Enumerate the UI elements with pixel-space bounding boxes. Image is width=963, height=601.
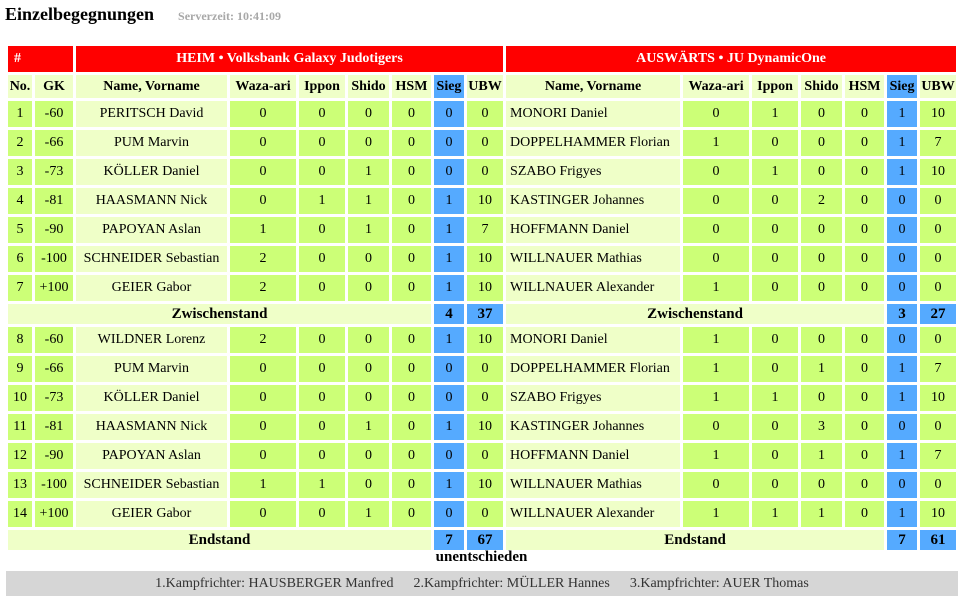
cell-away-ubw: 7 bbox=[920, 443, 956, 469]
cell-away-name: WILLNAUER Mathias bbox=[506, 246, 680, 272]
col-gk: GK bbox=[35, 75, 73, 98]
cell-away-hsm: 0 bbox=[845, 385, 884, 411]
cell-home-ubw: 0 bbox=[467, 130, 503, 156]
cell-no: 1 bbox=[8, 101, 32, 127]
cell-home-waza: 2 bbox=[230, 327, 296, 353]
endstand-label: Endstand bbox=[8, 530, 431, 550]
zwischenstand-label-away: Zwischenstand bbox=[506, 304, 884, 324]
cell-away-sieg: 0 bbox=[887, 217, 917, 243]
cell-away-ippon: 1 bbox=[752, 159, 798, 185]
cell-away-hsm: 0 bbox=[845, 217, 884, 243]
cell-home-sieg: 0 bbox=[434, 356, 464, 382]
column-header-row bbox=[8, 75, 956, 98]
cell-home-ippon: 1 bbox=[299, 472, 345, 498]
bout-row bbox=[8, 356, 956, 382]
cell-home-ippon: 0 bbox=[299, 385, 345, 411]
cell-away-ippon: 0 bbox=[752, 188, 798, 214]
cell-away-shido: 3 bbox=[801, 414, 842, 440]
cell-home-ippon: 0 bbox=[299, 443, 345, 469]
cell-home-name: SCHNEIDER Sebastian bbox=[76, 246, 227, 272]
bout-row bbox=[8, 443, 956, 469]
cell-away-hsm: 0 bbox=[845, 130, 884, 156]
cell-home-hsm: 0 bbox=[392, 246, 431, 272]
cell-away-sieg: 1 bbox=[887, 130, 917, 156]
cell-home-ippon: 0 bbox=[299, 246, 345, 272]
endstand-row bbox=[8, 530, 956, 550]
cell-away-ippon: 0 bbox=[752, 472, 798, 498]
cell-away-shido: 1 bbox=[801, 443, 842, 469]
cell-home-hsm: 0 bbox=[392, 101, 431, 127]
cell-away-waza: 1 bbox=[683, 327, 749, 353]
referees-footer bbox=[6, 571, 958, 596]
cell-away-sieg: 0 bbox=[887, 414, 917, 440]
cell-away-name: MONORI Daniel bbox=[506, 101, 680, 127]
col-away-sieg: Sieg bbox=[887, 75, 917, 98]
cell-home-waza: 0 bbox=[230, 385, 296, 411]
cell-away-ubw: 0 bbox=[920, 246, 956, 272]
home-team-header: HEIM • Volksbank Galaxy Judotigers bbox=[76, 46, 503, 72]
cell-away-ubw: 0 bbox=[920, 414, 956, 440]
cell-away-name: HOFFMANN Daniel bbox=[506, 217, 680, 243]
cell-home-waza: 0 bbox=[230, 501, 296, 527]
cell-home-shido: 0 bbox=[348, 275, 389, 301]
cell-home-ippon: 1 bbox=[299, 188, 345, 214]
cell-home-hsm: 0 bbox=[392, 159, 431, 185]
cell-away-ubw: 0 bbox=[920, 275, 956, 301]
cell-home-ippon: 0 bbox=[299, 327, 345, 353]
cell-away-ubw: 10 bbox=[920, 101, 956, 127]
cell-no: 3 bbox=[8, 159, 32, 185]
cell-home-sieg: 0 bbox=[434, 385, 464, 411]
cell-home-hsm: 0 bbox=[392, 356, 431, 382]
cell-away-sieg: 1 bbox=[887, 101, 917, 127]
page-title: Einzelbegegnungen bbox=[5, 4, 155, 24]
cell-home-ubw: 10 bbox=[467, 327, 503, 353]
cell-gk: -100 bbox=[35, 472, 73, 498]
bout-row bbox=[8, 275, 956, 301]
cell-home-name: KÖLLER Daniel bbox=[76, 159, 227, 185]
cell-home-shido: 1 bbox=[348, 414, 389, 440]
cell-away-waza: 1 bbox=[683, 501, 749, 527]
cell-home-name: PAPOYAN Aslan bbox=[76, 443, 227, 469]
cell-away-shido: 0 bbox=[801, 101, 842, 127]
cell-away-hsm: 0 bbox=[845, 246, 884, 272]
cell-away-hsm: 0 bbox=[845, 327, 884, 353]
cell-away-ippon: 0 bbox=[752, 275, 798, 301]
cell-home-waza: 0 bbox=[230, 188, 296, 214]
cell-no: 7 bbox=[8, 275, 32, 301]
cell-home-sieg: 1 bbox=[434, 275, 464, 301]
cell-home-hsm: 0 bbox=[392, 385, 431, 411]
cell-away-waza: 0 bbox=[683, 246, 749, 272]
cell-home-shido: 1 bbox=[348, 159, 389, 185]
cell-home-ubw: 10 bbox=[467, 275, 503, 301]
zwischenstand-home-ubw: 37 bbox=[467, 304, 503, 324]
cell-away-shido: 0 bbox=[801, 275, 842, 301]
round2-body bbox=[8, 327, 956, 527]
cell-away-shido: 1 bbox=[801, 356, 842, 382]
cell-no: 8 bbox=[8, 327, 32, 353]
cell-home-waza: 0 bbox=[230, 130, 296, 156]
zwischenstand-away-ubw: 27 bbox=[920, 304, 956, 324]
zwischenstand-row bbox=[8, 304, 956, 324]
cell-home-sieg: 1 bbox=[434, 472, 464, 498]
cell-home-shido: 0 bbox=[348, 356, 389, 382]
cell-home-shido: 1 bbox=[348, 501, 389, 527]
cell-away-sieg: 1 bbox=[887, 356, 917, 382]
cell-away-waza: 1 bbox=[683, 356, 749, 382]
cell-away-shido: 2 bbox=[801, 188, 842, 214]
cell-away-shido: 0 bbox=[801, 472, 842, 498]
bout-row bbox=[8, 472, 956, 498]
cell-home-hsm: 0 bbox=[392, 443, 431, 469]
cell-home-waza: 0 bbox=[230, 101, 296, 127]
endstand-home-sieg: 7 bbox=[434, 530, 464, 550]
col-away-ippon: Ippon bbox=[752, 75, 798, 98]
server-time: Serverzeit: 10:41:09 bbox=[178, 9, 281, 23]
cell-home-hsm: 0 bbox=[392, 130, 431, 156]
referee-1: 1.Kampfrichter: HAUSBERGER Manfred bbox=[155, 575, 394, 591]
col-home-ubw: UBW bbox=[467, 75, 503, 98]
cell-away-sieg: 0 bbox=[887, 188, 917, 214]
cell-away-name: DOPPELHAMMER Florian bbox=[506, 356, 680, 382]
cell-home-hsm: 0 bbox=[392, 188, 431, 214]
cell-home-name: PERITSCH David bbox=[76, 101, 227, 127]
cell-home-ubw: 0 bbox=[467, 385, 503, 411]
cell-home-waza: 2 bbox=[230, 246, 296, 272]
cell-away-shido: 0 bbox=[801, 217, 842, 243]
cell-gk: -81 bbox=[35, 414, 73, 440]
cell-home-hsm: 0 bbox=[392, 414, 431, 440]
bout-row bbox=[8, 101, 956, 127]
cell-home-ippon: 0 bbox=[299, 275, 345, 301]
cell-home-ubw: 0 bbox=[467, 443, 503, 469]
endstand-away-sieg: 7 bbox=[887, 530, 917, 550]
endstand-away-ubw: 61 bbox=[920, 530, 956, 550]
cell-no: 4 bbox=[8, 188, 32, 214]
cell-away-name: WILLNAUER Alexander bbox=[506, 275, 680, 301]
cell-no: 5 bbox=[8, 217, 32, 243]
hash-header: # bbox=[8, 46, 73, 72]
cell-away-shido: 0 bbox=[801, 130, 842, 156]
cell-away-shido: 0 bbox=[801, 246, 842, 272]
bout-row bbox=[8, 246, 956, 272]
cell-away-ippon: 1 bbox=[752, 501, 798, 527]
cell-home-sieg: 0 bbox=[434, 159, 464, 185]
referee-2: 2.Kampfrichter: MÜLLER Hannes bbox=[413, 575, 610, 591]
cell-home-name: KÖLLER Daniel bbox=[76, 385, 227, 411]
cell-home-hsm: 0 bbox=[392, 501, 431, 527]
cell-home-sieg: 0 bbox=[434, 101, 464, 127]
cell-away-ubw: 7 bbox=[920, 130, 956, 156]
cell-no: 13 bbox=[8, 472, 32, 498]
cell-home-waza: 0 bbox=[230, 414, 296, 440]
cell-away-waza: 0 bbox=[683, 159, 749, 185]
bout-row bbox=[8, 130, 956, 156]
cell-away-ippon: 1 bbox=[752, 385, 798, 411]
bout-row bbox=[8, 501, 956, 527]
cell-home-sieg: 1 bbox=[434, 327, 464, 353]
cell-home-hsm: 0 bbox=[392, 472, 431, 498]
cell-away-shido: 0 bbox=[801, 159, 842, 185]
cell-away-ubw: 10 bbox=[920, 501, 956, 527]
cell-home-shido: 0 bbox=[348, 327, 389, 353]
cell-home-sieg: 1 bbox=[434, 246, 464, 272]
col-away-hsm: HSM bbox=[845, 75, 884, 98]
cell-home-shido: 0 bbox=[348, 472, 389, 498]
cell-gk: -60 bbox=[35, 101, 73, 127]
cell-home-name: WILDNER Lorenz bbox=[76, 327, 227, 353]
cell-away-hsm: 0 bbox=[845, 356, 884, 382]
cell-home-shido: 1 bbox=[348, 217, 389, 243]
cell-home-name: PUM Marvin bbox=[76, 130, 227, 156]
cell-away-sieg: 1 bbox=[887, 385, 917, 411]
cell-away-ippon: 0 bbox=[752, 414, 798, 440]
cell-home-name: HAASMANN Nick bbox=[76, 188, 227, 214]
cell-away-ubw: 0 bbox=[920, 217, 956, 243]
col-away-waza: Waza-ari bbox=[683, 75, 749, 98]
cell-away-hsm: 0 bbox=[845, 101, 884, 127]
cell-home-ippon: 0 bbox=[299, 414, 345, 440]
cell-away-waza: 0 bbox=[683, 188, 749, 214]
cell-home-shido: 0 bbox=[348, 246, 389, 272]
cell-gk: -90 bbox=[35, 217, 73, 243]
away-team-header: AUSWÄRTS • JU DynamicOne bbox=[506, 46, 956, 72]
cell-home-hsm: 0 bbox=[392, 217, 431, 243]
cell-away-ippon: 0 bbox=[752, 356, 798, 382]
cell-home-shido: 0 bbox=[348, 130, 389, 156]
cell-no: 10 bbox=[8, 385, 32, 411]
cell-away-name: KASTINGER Johannes bbox=[506, 188, 680, 214]
page-header bbox=[5, 4, 281, 26]
cell-home-shido: 0 bbox=[348, 101, 389, 127]
cell-away-name: SZABO Frigyes bbox=[506, 159, 680, 185]
cell-home-name: PAPOYAN Aslan bbox=[76, 217, 227, 243]
col-home-shido: Shido bbox=[348, 75, 389, 98]
cell-home-sieg: 0 bbox=[434, 501, 464, 527]
zwischenstand-home-sieg: 4 bbox=[434, 304, 464, 324]
cell-home-name: GEIER Gabor bbox=[76, 501, 227, 527]
col-home-name: Name, Vorname bbox=[76, 75, 227, 98]
cell-away-ippon: 0 bbox=[752, 246, 798, 272]
cell-home-ubw: 7 bbox=[467, 217, 503, 243]
cell-home-hsm: 0 bbox=[392, 275, 431, 301]
cell-away-name: KASTINGER Johannes bbox=[506, 414, 680, 440]
cell-away-waza: 1 bbox=[683, 275, 749, 301]
cell-away-ubw: 7 bbox=[920, 356, 956, 382]
cell-away-name: HOFFMANN Daniel bbox=[506, 443, 680, 469]
cell-home-waza: 0 bbox=[230, 159, 296, 185]
cell-home-sieg: 1 bbox=[434, 217, 464, 243]
cell-away-waza: 0 bbox=[683, 101, 749, 127]
cell-gk: +100 bbox=[35, 275, 73, 301]
cell-away-hsm: 0 bbox=[845, 414, 884, 440]
cell-away-sieg: 1 bbox=[887, 501, 917, 527]
cell-away-shido: 0 bbox=[801, 385, 842, 411]
bout-row bbox=[8, 188, 956, 214]
cell-away-ippon: 0 bbox=[752, 327, 798, 353]
bout-row bbox=[8, 159, 956, 185]
cell-away-hsm: 0 bbox=[845, 501, 884, 527]
col-home-sieg: Sieg bbox=[434, 75, 464, 98]
cell-home-waza: 1 bbox=[230, 472, 296, 498]
cell-gk: -73 bbox=[35, 385, 73, 411]
cell-gk: -60 bbox=[35, 327, 73, 353]
cell-home-name: PUM Marvin bbox=[76, 356, 227, 382]
cell-no: 9 bbox=[8, 356, 32, 382]
cell-home-sieg: 1 bbox=[434, 414, 464, 440]
cell-home-waza: 1 bbox=[230, 217, 296, 243]
cell-gk: -90 bbox=[35, 443, 73, 469]
cell-home-ubw: 10 bbox=[467, 188, 503, 214]
col-away-ubw: UBW bbox=[920, 75, 956, 98]
cell-away-sieg: 0 bbox=[887, 472, 917, 498]
endstand-home-ubw: 67 bbox=[467, 530, 503, 550]
bout-row bbox=[8, 327, 956, 353]
cell-no: 11 bbox=[8, 414, 32, 440]
col-home-hsm: HSM bbox=[392, 75, 431, 98]
cell-home-ippon: 0 bbox=[299, 501, 345, 527]
cell-away-waza: 0 bbox=[683, 414, 749, 440]
cell-away-ubw: 0 bbox=[920, 327, 956, 353]
cell-away-name: SZABO Frigyes bbox=[506, 385, 680, 411]
cell-no: 12 bbox=[8, 443, 32, 469]
cell-home-ubw: 0 bbox=[467, 101, 503, 127]
col-no: No. bbox=[8, 75, 32, 98]
cell-home-ippon: 0 bbox=[299, 356, 345, 382]
cell-home-ubw: 0 bbox=[467, 501, 503, 527]
match-result: unentschieden bbox=[435, 549, 528, 565]
cell-home-ubw: 0 bbox=[467, 356, 503, 382]
cell-away-ippon: 0 bbox=[752, 217, 798, 243]
cell-gk: -100 bbox=[35, 246, 73, 272]
cell-away-ippon: 1 bbox=[752, 101, 798, 127]
cell-away-ippon: 0 bbox=[752, 130, 798, 156]
cell-gk: -66 bbox=[35, 356, 73, 382]
cell-away-waza: 1 bbox=[683, 443, 749, 469]
cell-home-name: HAASMANN Nick bbox=[76, 414, 227, 440]
cell-away-name: MONORI Daniel bbox=[506, 327, 680, 353]
cell-away-name: DOPPELHAMMER Florian bbox=[506, 130, 680, 156]
cell-home-waza: 0 bbox=[230, 356, 296, 382]
cell-no: 2 bbox=[8, 130, 32, 156]
cell-home-sieg: 0 bbox=[434, 130, 464, 156]
cell-away-hsm: 0 bbox=[845, 159, 884, 185]
bout-row bbox=[8, 217, 956, 243]
cell-home-ubw: 10 bbox=[467, 472, 503, 498]
cell-gk: -81 bbox=[35, 188, 73, 214]
cell-home-ubw: 10 bbox=[467, 414, 503, 440]
cell-gk: +100 bbox=[35, 501, 73, 527]
cell-home-shido: 0 bbox=[348, 443, 389, 469]
cell-away-hsm: 0 bbox=[845, 443, 884, 469]
cell-away-hsm: 0 bbox=[845, 188, 884, 214]
cell-home-sieg: 1 bbox=[434, 188, 464, 214]
zwischenstand-label: Zwischenstand bbox=[8, 304, 431, 324]
bout-row bbox=[8, 414, 956, 440]
cell-away-ubw: 10 bbox=[920, 159, 956, 185]
cell-home-ubw: 10 bbox=[467, 246, 503, 272]
col-home-waza: Waza-ari bbox=[230, 75, 296, 98]
cell-away-shido: 1 bbox=[801, 501, 842, 527]
cell-home-sieg: 0 bbox=[434, 443, 464, 469]
referee-3: 3.Kampfrichter: AUER Thomas bbox=[629, 575, 809, 591]
bout-row bbox=[8, 385, 956, 411]
cell-home-waza: 2 bbox=[230, 275, 296, 301]
cell-home-waza: 0 bbox=[230, 443, 296, 469]
cell-home-ubw: 0 bbox=[467, 159, 503, 185]
cell-no: 14 bbox=[8, 501, 32, 527]
zwischenstand-away-sieg: 3 bbox=[887, 304, 917, 324]
cell-away-waza: 0 bbox=[683, 217, 749, 243]
cell-home-shido: 0 bbox=[348, 385, 389, 411]
cell-away-ubw: 0 bbox=[920, 472, 956, 498]
cell-home-ippon: 0 bbox=[299, 130, 345, 156]
cell-home-shido: 1 bbox=[348, 188, 389, 214]
cell-gk: -73 bbox=[35, 159, 73, 185]
cell-away-sieg: 1 bbox=[887, 159, 917, 185]
cell-away-sieg: 0 bbox=[887, 327, 917, 353]
cell-away-sieg: 0 bbox=[887, 246, 917, 272]
endstand-label-away: Endstand bbox=[506, 530, 884, 550]
cell-away-waza: 0 bbox=[683, 472, 749, 498]
cell-home-ippon: 0 bbox=[299, 101, 345, 127]
cell-away-waza: 1 bbox=[683, 385, 749, 411]
bouts-table bbox=[5, 43, 959, 553]
cell-home-name: GEIER Gabor bbox=[76, 275, 227, 301]
cell-away-shido: 0 bbox=[801, 327, 842, 353]
cell-away-ubw: 0 bbox=[920, 188, 956, 214]
cell-away-name: WILLNAUER Alexander bbox=[506, 501, 680, 527]
cell-home-ippon: 0 bbox=[299, 159, 345, 185]
col-away-name: Name, Vorname bbox=[506, 75, 680, 98]
cell-away-ippon: 0 bbox=[752, 443, 798, 469]
cell-no: 6 bbox=[8, 246, 32, 272]
cell-away-sieg: 1 bbox=[887, 443, 917, 469]
cell-home-hsm: 0 bbox=[392, 327, 431, 353]
col-away-shido: Shido bbox=[801, 75, 842, 98]
cell-away-waza: 1 bbox=[683, 130, 749, 156]
cell-away-hsm: 0 bbox=[845, 275, 884, 301]
cell-away-name: WILLNAUER Mathias bbox=[506, 472, 680, 498]
cell-away-ubw: 10 bbox=[920, 385, 956, 411]
cell-away-hsm: 0 bbox=[845, 472, 884, 498]
round1-body bbox=[8, 101, 956, 301]
col-home-ippon: Ippon bbox=[299, 75, 345, 98]
cell-home-name: SCHNEIDER Sebastian bbox=[76, 472, 227, 498]
cell-away-sieg: 0 bbox=[887, 275, 917, 301]
cell-gk: -66 bbox=[35, 130, 73, 156]
cell-home-ippon: 0 bbox=[299, 217, 345, 243]
